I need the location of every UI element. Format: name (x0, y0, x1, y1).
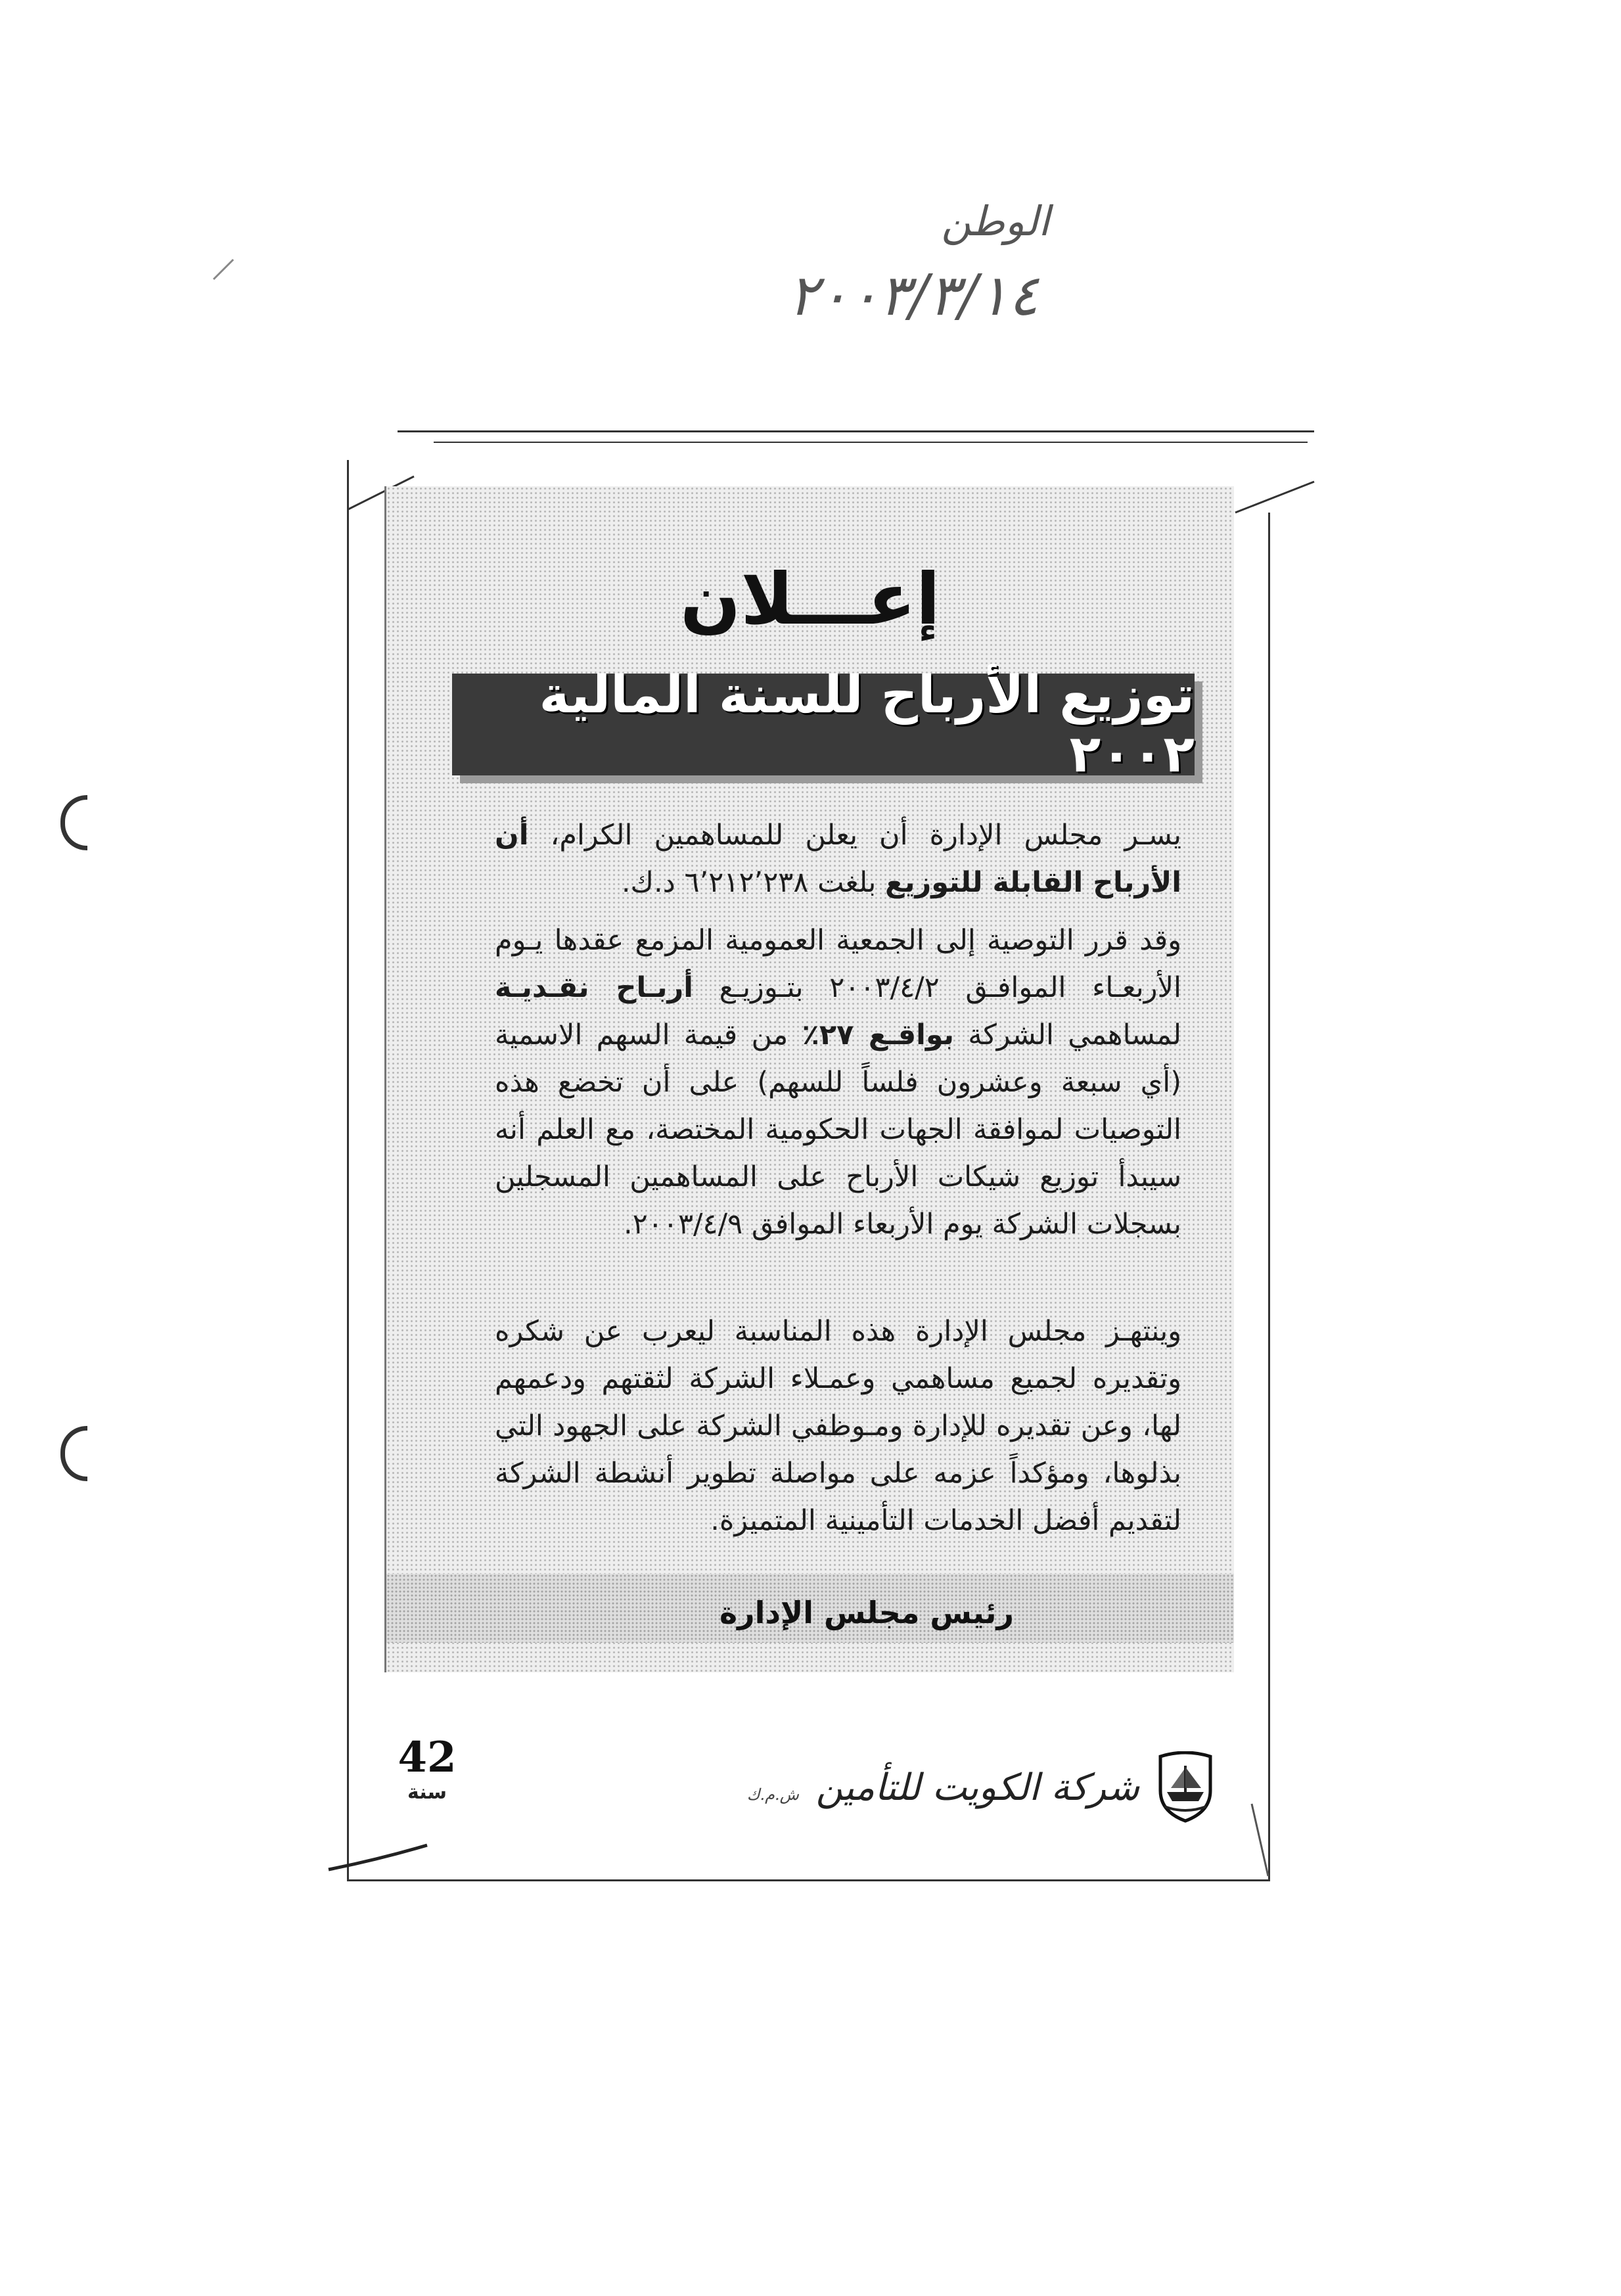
top-rule-2 (434, 442, 1308, 443)
top-rule-1 (398, 430, 1314, 432)
paragraph-2-part3: من قيمة السهم الاسمية (أي سبعة وعشرون فلساً للسهم) على أن تخضع هذه التوصيات لموافقة الجهات الحكومية المختصة، مع العلم أنه سيبدأ توزيع شيكات الأرباح على المساهمين المسجلين بسجلات الشركة يوم الأربعاء الموافق ٢٠٠٣/٤/٩. (495, 1019, 1181, 1241)
paragraph-2-part2: لمساهمي الشركة (953, 1019, 1182, 1051)
handwritten-newspaper-name: الوطن (941, 197, 1050, 245)
company-shield-logo-icon (1155, 1751, 1216, 1824)
handwritten-date: ٢٠٠٣/٣/١٤ (788, 263, 1039, 329)
right-rule (1268, 513, 1270, 1879)
bottom-rule (347, 1879, 1270, 1881)
paragraph-1-intro: يسـر مجلس الإدارة أن يعلن للمساهمين الكرام، (528, 819, 1181, 852)
dividend-banner (452, 665, 1195, 784)
paragraph-1-bold: أن الأرباح القابلة للتوزيع (495, 819, 1181, 899)
anniversary-word: سنة (407, 1781, 447, 1804)
anniversary-number: 42 (398, 1733, 457, 1782)
paragraph-2-cash-dividends: أربـاح نقـديـة (495, 971, 693, 1004)
announcement-title: إعـــلان (680, 559, 940, 641)
corner-tick-bottom-right-icon (1248, 1801, 1275, 1879)
left-rule (347, 460, 349, 1879)
corner-tick-right-icon (1232, 476, 1317, 516)
hole-punch-top (60, 795, 87, 850)
hole-punch-bottom (60, 1426, 87, 1481)
paragraph-thanks: وينتهـز مجلس الإدارة هذه المناسبة ليعرب عن شكره وتقديره لجميع مساهمي وعمـلاء الشركة لثقتهم ودعمهم لها، وعن تقديره للإدارة ومـوظفي الشركة على الجهود التي بذلوها، ومؤكداً عزمه على مواصلة تطوير أنشطة الشركة لتقديم أفضل الخدمات التأمينية المتميزة. (495, 1315, 1181, 1537)
paragraph-profits (495, 812, 1181, 906)
company-name (747, 1766, 1139, 1809)
company-block (746, 1745, 1216, 1830)
paragraph-1-amount: بلغت ٦٬٢١٢٬٢٣٨ د.ك. (621, 866, 886, 899)
announcement-panel (384, 486, 1234, 1672)
dividend-banner-text: توزيع الأرباح للسنة المالية ٢٠٠٢ (539, 665, 1195, 784)
paragraph-2-percentage: بواقـع ٢٧٪ (802, 1019, 954, 1051)
paragraph-2-part1: وقد قرر التوصية إلى الجمعية العمومية المزمع عقدها يـوم الأربعـاء الموافـق ٢٠٠٣/٤/٢ بتـوزيـع (495, 924, 1181, 1004)
paragraph-recommendation (495, 917, 1181, 1248)
company-name-text: شركة الكويت للتأمين (815, 1766, 1139, 1809)
pen-mark-icon (210, 256, 237, 283)
anniversary-badge (368, 1735, 486, 1804)
corner-tick-bottom-left-icon (325, 1840, 430, 1873)
company-suffix: ش.م.ك (746, 1785, 799, 1804)
signature-chairman: رئيس مجلس الإدارة (719, 1595, 1014, 1630)
